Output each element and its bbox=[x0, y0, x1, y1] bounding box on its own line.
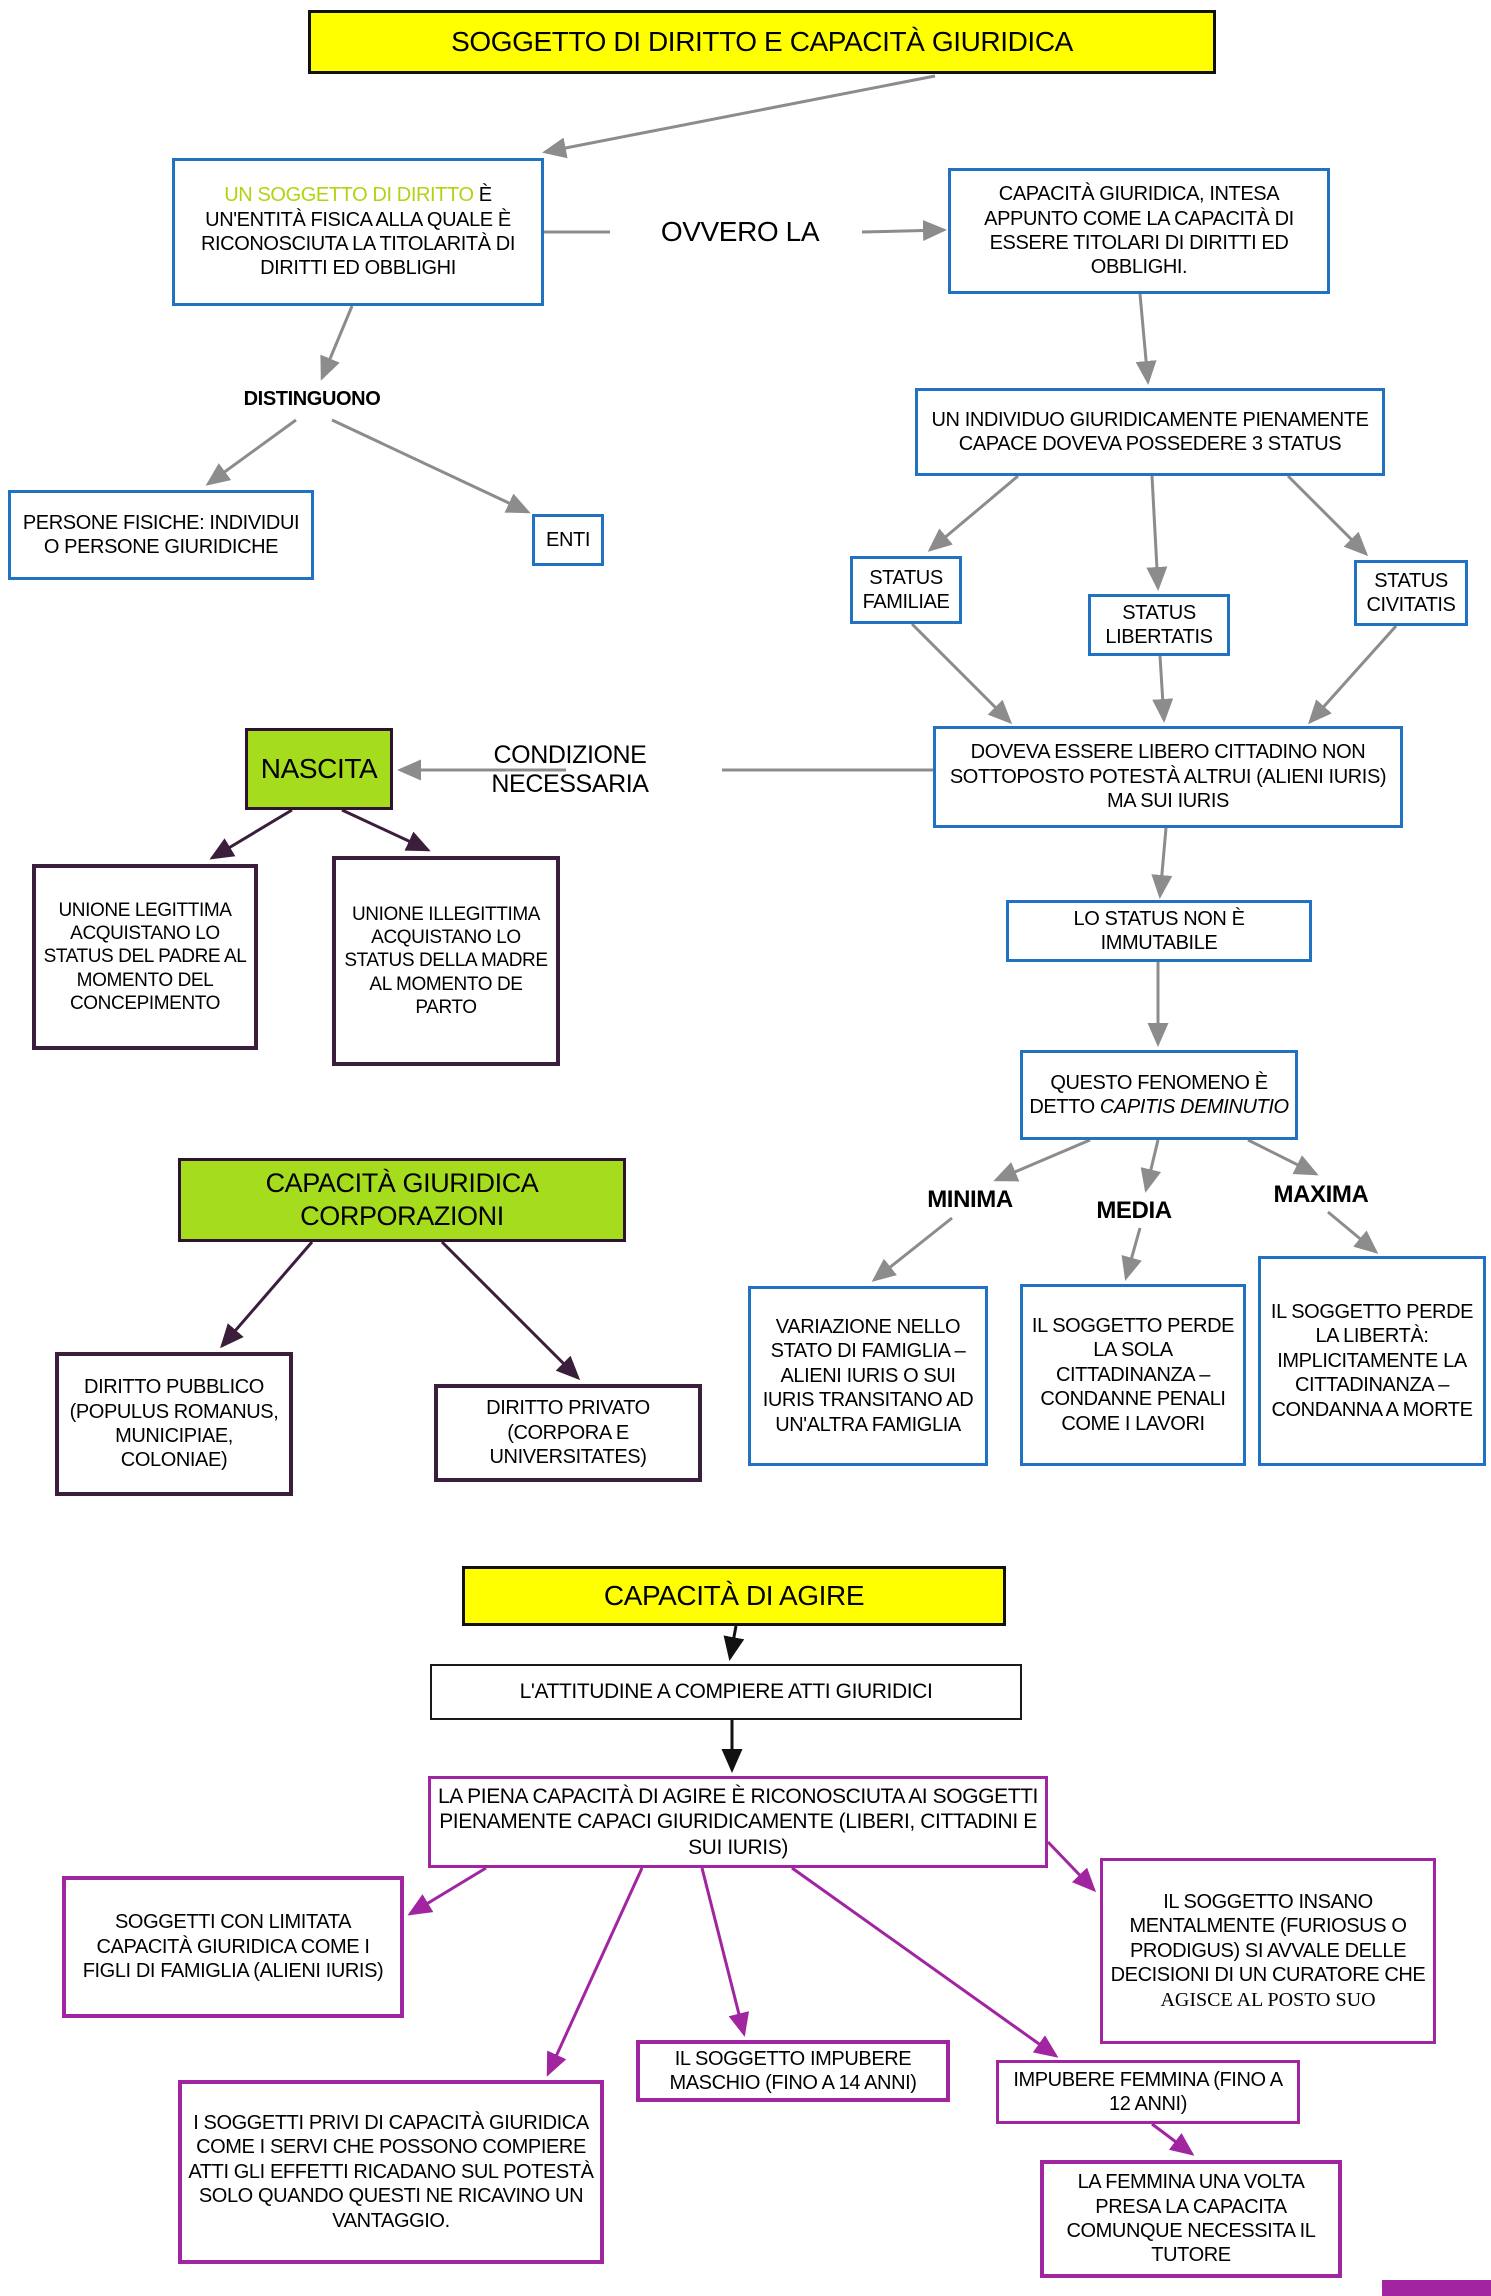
node-diritto-pubblico: DIRITTO PUBBLICO (POPULUS ROMANUS, MUNICIPIAE, COLONIAE) bbox=[55, 1352, 293, 1496]
node-capitis-text bbox=[1029, 1071, 1289, 1120]
arrow-corporazioni-to-pubblico bbox=[222, 1242, 312, 1346]
arrow-fenomeno-to-minima bbox=[996, 1140, 1090, 1180]
node-title: SOGGETTO DI DIRITTO E CAPACITÀ GIURIDICA bbox=[308, 10, 1216, 74]
node-diritto-privato: DIRITTO PRIVATO (CORPORA E UNIVERSITATES) bbox=[434, 1384, 702, 1482]
arrow-nascita-to-illegittima bbox=[342, 810, 428, 850]
node-status-libertatis: STATUS LIBERTATIS bbox=[1088, 594, 1230, 656]
node-soggetto-di-diritto bbox=[172, 158, 544, 306]
arrow-media-to-perdesola bbox=[1126, 1228, 1140, 1278]
arrow-libertatis-to-doveva bbox=[1160, 656, 1164, 720]
node-persone-fisiche: PERSONE FISICHE: INDIVIDUI O PERSONE GIURIDICHE bbox=[8, 490, 314, 580]
node-status-civitatis: STATUS CIVITATIS bbox=[1354, 560, 1468, 626]
label-maxima: MAXIMA bbox=[1273, 1181, 1369, 1208]
node-attitudine: L'ATTITUDINE A COMPIERE ATTI GIURIDICI bbox=[430, 1664, 1022, 1720]
arrow-distinguono-to-enti bbox=[332, 420, 528, 512]
node-nascita: NASCITA bbox=[245, 728, 393, 810]
arrow-maxima-to-perdeliberta bbox=[1328, 1212, 1376, 1252]
arrow-doveva-to-lostatus bbox=[1160, 828, 1166, 896]
node-soggetto-text bbox=[181, 183, 535, 281]
node-soggetti-limitata: SOGGETTI CON LIMITATA CAPACITÀ GIURIDICA COME I FIGLI DI FAMIGLIA (ALIENI IURIS) bbox=[62, 1876, 404, 2018]
arrow-agire-to-attitudine bbox=[730, 1626, 736, 1658]
node-insano-text bbox=[1109, 1890, 1427, 2012]
node-doveva-essere-libero: DOVEVA ESSERE LIBERO CITTADINO NON SOTTOPOSTO POTESTÀ ALTRUI (ALIENI IURIS) MA SUI IURIS bbox=[933, 726, 1403, 828]
node-capacita-corporazioni: CAPACITÀ GIURIDICA CORPORAZIONI bbox=[178, 1158, 626, 1242]
corner-rectangle bbox=[1382, 2280, 1491, 2296]
label-minima: MINIMA bbox=[927, 1186, 1013, 1213]
arrow-minima-to-variazione bbox=[874, 1218, 952, 1280]
arrow-piena-to-femmina bbox=[792, 1868, 1056, 2056]
rest-phrase: È UN'ENTITÀ FISICA ALLA QUALE È RICONOSCIUTA LA TITOLARITÀ DI DIRITTI ED OBBLIGHI bbox=[200, 184, 516, 280]
arrow-ovvero-to-capacita bbox=[862, 230, 944, 232]
arrow-piena-to-maschio bbox=[702, 1868, 744, 2034]
arrow-distinguono-to-persone bbox=[208, 420, 296, 484]
node-individuo-capace: UN INDIVIDUO GIURIDICAMENTE PIENAMENTE CAPACE DOVEVA POSSEDERE 3 STATUS bbox=[915, 388, 1385, 476]
node-perde-liberta: IL SOGGETTO PERDE LA LIBERTÀ: IMPLICITAMENTE LA CITTADINANZA –CONDANNA A MORTE bbox=[1258, 1256, 1486, 1466]
arrow-piena-to-insano bbox=[1048, 1842, 1094, 1890]
label-ovvero-la: OVVERO LA bbox=[660, 216, 820, 247]
node-capacita-giuridica: CAPACITÀ GIURIDICA, INTESA APPUNTO COME LA CAPACITÀ DI ESSERE TITOLARI DI DIRITTI ED OBBLIGHI. bbox=[948, 168, 1330, 294]
node-perde-cittadinanza: IL SOGGETTO PERDE LA SOLA CITTADINANZA –CONDANNE PENALI COME I LAVORI bbox=[1020, 1284, 1246, 1466]
node-status-familiae: STATUS FAMILIAE bbox=[850, 556, 962, 624]
node-status-non-immutabile: LO STATUS NON È IMMUTABILE bbox=[1006, 900, 1312, 962]
arrow-individuo-to-civitatis bbox=[1288, 476, 1366, 554]
fenomeno-plain: QUESTO FENOMENO È DETTO bbox=[1029, 1071, 1268, 1118]
node-capacita-di-agire: CAPACITÀ DI AGIRE bbox=[462, 1566, 1006, 1626]
node-impubere-femmina: IMPUBERE FEMMINA (FINO A 12 ANNI) bbox=[996, 2060, 1300, 2124]
arrow-fenomeno-to-maxima bbox=[1248, 1140, 1316, 1174]
node-unione-legittima: UNIONE LEGITTIMA ACQUISTANO LO STATUS DEL PADRE AL MOMENTO DEL CONCEPIMENTO bbox=[32, 864, 258, 1050]
node-piena-capacita: LA PIENA CAPACITÀ DI AGIRE È RICONOSCIUTA AI SOGGETTI PIENAMENTE CAPACI GIURIDICAMENTE (LIBERI, CITTADINI E SUI IURIS) bbox=[428, 1776, 1048, 1868]
arrow-piena-to-limitata bbox=[410, 1868, 486, 1914]
arrow-femmina-to-tutore bbox=[1152, 2124, 1192, 2154]
arrow-familiae-to-doveva bbox=[912, 624, 1010, 722]
arrow-piena-to-privi bbox=[548, 1868, 642, 2074]
arrow-capacita-to-individuo bbox=[1140, 294, 1148, 382]
label-media: MEDIA bbox=[1096, 1197, 1172, 1224]
node-variazione-famiglia: VARIAZIONE NELLO STATO DI FAMIGLIA – ALIENI IURIS O SUI IURIS TRANSITANO AD UN'ALTRA FAMIGLIA bbox=[748, 1286, 988, 1466]
highlighted-phrase: UN SOGGETTO DI DIRITTO bbox=[224, 184, 474, 207]
label-condizione-necessaria: CONDIZIONE NECESSARIA bbox=[491, 741, 649, 798]
node-enti: ENTI bbox=[532, 514, 604, 566]
node-soggetti-privi: I SOGGETTI PRIVI DI CAPACITÀ GIURIDICA COME I SERVI CHE POSSONO COMPIERE ATTI GLI EFFETTI RICADANO SUL POTESTÀ SOLO QUANDO QUESTI NE RICAVINO UN VANTAGGIO. bbox=[178, 2080, 604, 2264]
node-impubere-maschio: IL SOGGETTO IMPUBERE MASCHIO (FINO A 14 ANNI) bbox=[636, 2040, 950, 2102]
arrow-soggetto-to-distinguono bbox=[322, 306, 352, 378]
arrow-individuo-to-libertatis bbox=[1152, 476, 1158, 588]
insano-serif: AGISCE AL POSTO SUO bbox=[1160, 1988, 1376, 2011]
arrow-corporazioni-to-privato bbox=[442, 1242, 578, 1378]
arrow-title-to-soggetto bbox=[545, 76, 935, 152]
node-soggetto-insano bbox=[1100, 1858, 1436, 2044]
arrow-nascita-to-legittima bbox=[212, 810, 292, 858]
node-femmina-tutore: LA FEMMINA UNA VOLTA PRESA LA CAPACITA COMUNQUE NECESSITA IL TUTORE bbox=[1040, 2160, 1342, 2278]
arrow-individuo-to-familiae bbox=[930, 476, 1018, 550]
node-capitis-deminutio bbox=[1020, 1050, 1298, 1140]
insano-plain: IL SOGGETTO INSANO MENTALMENTE (FURIOSUS O PRODIGUS) SI AVVALE DELLE DECISIONI DI UN CURATORE CHE bbox=[1110, 1891, 1426, 1987]
arrow-fenomeno-to-media bbox=[1146, 1140, 1158, 1190]
fenomeno-italic: CAPITIS DEMINUTIO bbox=[1099, 1096, 1289, 1118]
label-distinguono: DISTINGUONO bbox=[243, 387, 381, 410]
node-unione-illegittima: UNIONE ILLEGITTIMA ACQUISTANO LO STATUS DELLA MADRE AL MOMENTO DE PARTO bbox=[332, 856, 560, 1066]
arrow-civitatis-to-doveva bbox=[1310, 626, 1396, 722]
